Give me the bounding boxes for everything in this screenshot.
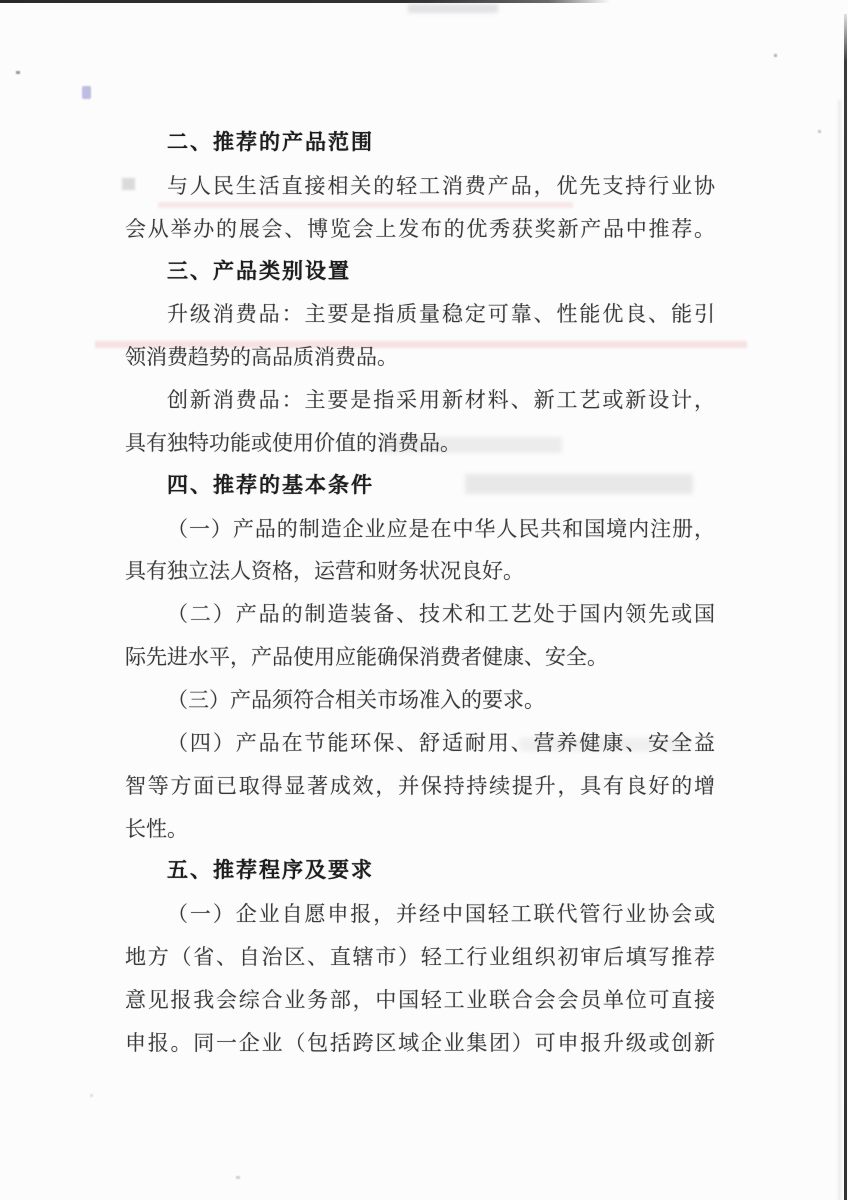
text-line: 升级消费品：主要是指质量稳定可靠、性能优良、能引	[167, 302, 715, 327]
text-line: （一）产品的制造企业应是在中华人民共和国境内注册，	[167, 516, 715, 541]
document-body	[125, 122, 715, 1065]
scan-artifact-speck	[16, 71, 20, 74]
text-line: （一）企业自愿申报，并经中国轻工联代管行业协会或	[167, 902, 715, 927]
text-line: （二）产品的制造装备、技术和工艺处于国内领先或国	[167, 602, 715, 627]
text-line: 具有独立法人资格，运营和财务状况良好。	[125, 559, 524, 584]
section-heading: 三、产品类别设置	[167, 259, 351, 283]
section-heading: 五、推荐程序及要求	[167, 859, 374, 883]
text-line: 地方（省、自治区、直辖市）轻工行业组织初审后填写推荐	[125, 945, 715, 970]
text-line: 长性。	[125, 816, 188, 841]
scan-artifact-speck	[236, 1176, 240, 1179]
text-line: （四）产品在节能环保、舒适耐用、营养健康、安全益	[167, 730, 715, 755]
scan-artifact-speck	[774, 54, 777, 57]
scan-artifact-right-edge-shadow	[838, 100, 841, 1200]
scan-artifact-blue-ink-speck	[82, 86, 91, 99]
section-heading: 四、推荐的基本条件	[167, 473, 374, 497]
text-line: 智等方面已取得显著成效，并保持持续提升，具有良好的增	[125, 773, 715, 798]
section-heading: 二、推荐的产品范围	[167, 131, 374, 154]
text-line: 申报。同一企业（包括跨区域企业集团）可申报升级或创新	[125, 1030, 715, 1055]
text-line: 际先进水平，产品使用应能确保消费者健康、安全。	[125, 645, 608, 670]
text-line: 会从举办的展会、博览会上发布的优秀获奖新产品中推荐。	[125, 216, 715, 241]
scan-artifact-speck	[818, 130, 821, 133]
text-line: 具有独特功能或使用价值的消费品。	[125, 430, 461, 455]
text-line: 领消费趋势的高品质消费品。	[125, 345, 398, 370]
text-line: 意见报我会综合业务部，中国轻工业联合会会员单位可直接	[125, 987, 715, 1012]
text-line: 创新消费品：主要是指采用新材料、新工艺或新设计，	[167, 388, 715, 413]
scan-artifact-speck	[90, 1094, 93, 1097]
scan-artifact-top-edge-fuzz	[408, 4, 498, 13]
scan-artifact-top-edge-line	[0, 0, 610, 3]
text-line: （三）产品须符合相关市场准入的要求。	[167, 687, 545, 712]
text-line: 与人民生活直接相关的轻工消费产品，优先支持行业协	[167, 173, 715, 198]
scan-artifact-right-edge-line	[844, 14, 847, 1200]
